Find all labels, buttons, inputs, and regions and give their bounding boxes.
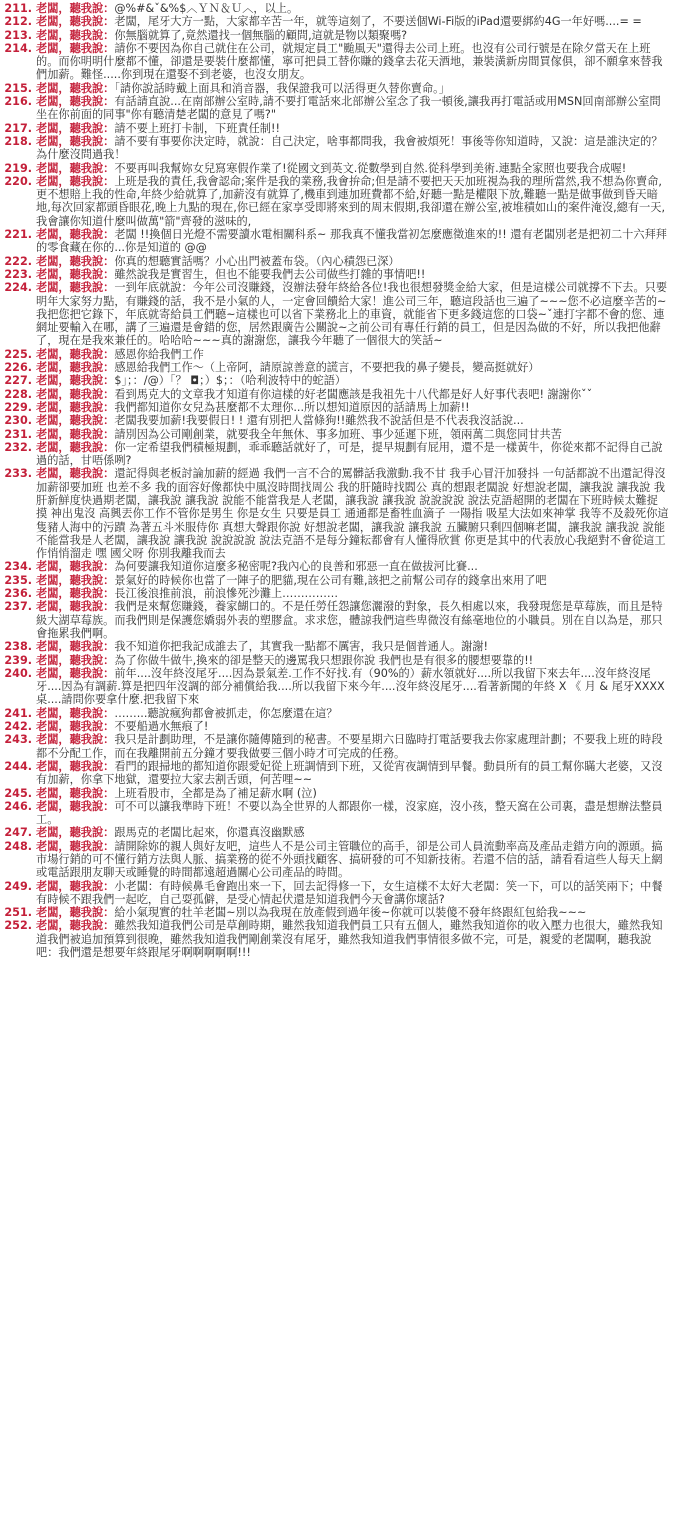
entry-number: 213.: [4, 28, 32, 42]
entry-text: 看門的跟掃地的都知道你跟愛妃從上班調情到下班，又從宵夜調情到早餐。動員所有的員工幫你瞞大老婆，又沒有加薪，你拿下地獄，還要拉大家去割舌頭，何苦哩~~: [36, 759, 663, 787]
entry-text: 長江後浪推前浪，前浪慘死沙灘上……………: [114, 587, 339, 601]
list-item: [2, 95, 669, 122]
entry-number: 240.: [4, 666, 32, 680]
entry-number: 243.: [4, 733, 32, 747]
entry-speaker-label: 老闆，聽我說：: [36, 720, 115, 734]
entry-speaker-label: 老闆，聽我說：: [36, 573, 115, 587]
list-item: [2, 401, 669, 414]
entry-speaker-label: 老闆，聽我說：: [36, 799, 115, 813]
entry-speaker-label: 老闆，聽我說：: [36, 666, 115, 680]
entry-text: 老闆我要加薪!我要假日! ! 還有別把人當條狗!!雖然我不說話但是不代表我沒話說...: [114, 414, 524, 428]
list-item: [2, 2, 669, 15]
entry-number: 222.: [4, 254, 32, 268]
entry-speaker-label: 老闆，聽我說：: [36, 839, 115, 853]
entry-number: 214.: [4, 41, 32, 55]
entry-speaker-label: 老闆，聽我說：: [36, 347, 115, 361]
list-item: [2, 919, 669, 959]
entry-number: 237.: [4, 600, 32, 614]
entry-number: 233.: [4, 467, 32, 481]
entry-number: 244.: [4, 759, 32, 773]
list-item: [2, 654, 669, 667]
entry-text: $」；：/@）「？ ◘；）$；：（哈利波特中的蛇語）: [114, 374, 347, 388]
entry-number: 236.: [4, 587, 32, 601]
entry-speaker-label: 老闆，聽我說：: [36, 121, 115, 135]
entry-text: 老闆，尾牙大方一點，大家都辛苦一年，就等這刻了，不要送個Wi-Fi版的iPad還要綁約4G一年好嗎....= =: [114, 15, 642, 29]
entry-text: 請不要上班打卡制，下班責任制!!: [114, 121, 280, 135]
list-item: [2, 268, 669, 281]
entry-speaker-label: 老闆，聽我說：: [36, 733, 115, 747]
list-item: [2, 42, 669, 82]
entry-speaker-label: 老闆，聽我說：: [36, 41, 115, 55]
list-item: [2, 228, 669, 255]
entry-text: 為了你做牛做牛,換來的卻是整天的邊罵我只想跟你說 我們也是有很多的腰想要靠的!!: [114, 653, 534, 667]
entry-number: 220.: [4, 174, 32, 188]
list-item: [2, 560, 669, 573]
list-item: [2, 175, 669, 228]
entry-text: ……...聽說瘋狗都會被抓走，你怎麼還在這？: [114, 706, 338, 720]
entry-text: 你一定希望我們積極規劃，乖乖聽話就好了，可是，提早規劃有屁用，還不是一樣黃牛，你從來都不記得自己說過的話，甘唔係咧?: [36, 440, 663, 468]
list-item: [2, 733, 669, 760]
entry-number: 217.: [4, 121, 32, 135]
entry-number: 212.: [4, 15, 32, 29]
entry-speaker-label: 老闆，聽我說：: [36, 919, 115, 933]
entry-text: 感恩你給我們工作: [114, 347, 204, 361]
entry-text: 你無腦就算了,竟然還找一個無腦的顧問,這就是物以類聚嗎?: [114, 28, 408, 42]
entry-text: 請別因為公司剛創業，就要我全年無休、事多加班、事少延遲下班，領兩萬二與您同甘共苦: [114, 427, 562, 441]
list-item: [2, 374, 669, 387]
entry-number: 227.: [4, 374, 32, 388]
entry-text: 請你不要因為你自己就住在公司，就規定員工"颱風天"還得去公司上班。也沒有公司行號是在除夕當天在上班的。而你明明什麼都不懂，卻還是要裝什麼都懂，寧可把員工替你賺的錢拿去花天酒地，兼裝潢新房間買傢俱，卻不願拿來替我們加薪。難怪.....你到現在還娶不到老婆，也沒女朋友。: [36, 41, 663, 82]
list-item: [2, 467, 669, 560]
entry-speaker-label: 老闆，聽我說：: [36, 81, 115, 95]
list-item: [2, 82, 669, 95]
entry-speaker-label: 老闆，聽我說：: [36, 653, 115, 667]
entry-number: 229.: [4, 400, 32, 414]
entry-text: 小老闆：有時候鼻毛會跑出來一下，回去記得修一下，女生這樣不太好大老闆：笑一下，可以的話笑兩下；中餐有時候不跟我們一起吃，自己耍孤僻，是受心情起伏還是知道我們今天會講你壞話?: [36, 879, 663, 906]
list-item: [2, 826, 669, 839]
entry-text: 「請你說話時戴上面具和消音器，我保證我可以活得更久替你賣命。」: [114, 81, 450, 95]
entry-speaker-label: 老闆，聽我說：: [36, 414, 115, 428]
entry-speaker-label: 老闆，聽我說：: [36, 374, 115, 388]
list-item: [2, 720, 669, 733]
entry-number: 249.: [4, 879, 32, 893]
entry-speaker-label: 老闆，聽我說：: [36, 587, 115, 601]
entry-speaker-label: 老闆，聽我說：: [36, 15, 115, 29]
entry-number: 230.: [4, 414, 32, 428]
entry-text: 我不知道你把我記成誰去了，其實我一點都不厲害，我只是個普通人。謝謝!: [114, 640, 489, 654]
list-item: [2, 348, 669, 361]
entry-number: 225.: [4, 347, 32, 361]
list-item: [2, 162, 669, 175]
list-item: [2, 574, 669, 587]
list-item: [2, 281, 669, 347]
list-item: [2, 29, 669, 42]
entry-text: 不要再叫我幫妳女兒寫寒假作業了!從國文到英文.從數學到自然.從科學到美術.連點全家照也要我合成喔!: [114, 161, 627, 175]
entry-speaker-label: 老闆，聽我說：: [36, 400, 115, 414]
entry-speaker-label: 老闆，聽我說：: [36, 161, 115, 175]
entry-number: 235.: [4, 573, 32, 587]
entry-speaker-label: 老闆，聽我說：: [36, 95, 115, 109]
entry-text: 上班是我的責任,我會認命;案件是我的業務,我會拚命;但是請不要把天天加班視為我的理所當然,我不想為你賣命,更不想賠上我的性命,年終少給就算了,加薪沒有就算了,機車到連加班費都不給,好聽一點是權限下放,難聽一點是做事做到昏天暗地,每次回家都頭昏眼花,晚上九點的現在,你已經在家享受即將來到的周末假期,我卻還在辦公室,被堆積如山的案件淹沒,總有一天,我會讓你知道什麼叫做萬"箭"齊發的滋味的,: [36, 174, 666, 228]
entry-speaker-label: 老闆，聽我說：: [36, 228, 115, 242]
entry-number: 221.: [4, 228, 32, 242]
entry-number: 232.: [4, 440, 32, 454]
entry-text: 上班看股市，全都是為了補足薪水啊 (泣): [114, 786, 317, 800]
list-item: [2, 135, 669, 162]
entry-text: 前年....沒年終沒尾牙....因為景氣差.工作不好找.有（90%的）薪水領就好....所以我留下來去年....沒年終沒尾牙....因為有調薪.算是把四年沒調的部分補償給我....所以我留下來今年....沒年終沒尾牙....看著新聞的年終 X 《 月 & 尾牙XXXX桌....請問你要拿什麼.把我留下來: [36, 666, 665, 707]
entry-speaker-label: 老闆，聽我說：: [36, 281, 115, 295]
entry-number: 239.: [4, 653, 32, 667]
list-item: [2, 361, 669, 374]
entry-speaker-label: 老闆，聽我說：: [36, 440, 115, 454]
entry-speaker-label: 老闆，聽我說：: [36, 387, 115, 401]
entry-number: 234.: [4, 560, 32, 574]
entry-text: 一到年底就說：今年公司沒賺錢，沒辦法發年終給各位!我也很想發獎金給大家，但是這樣公司就撐不下去。只要明年大家努力點，有賺錢的話，我不是小氣的人，一定會回饋給大家！進公司三年，聽這段話也三遍了~~~您不必這麼辛苦的~我把您把它錄下，年底就寄給員工們聽~這樣也可以省下業務北上的車資，就能省下更多錢這您的口袋~ˇ連打字都不會的您、連網址要輸入在哪，講了三遍還是會錯的您，居然跟廣告公關說~之前公司有專任行銷的員工，但是因為做的不好，所以我把他辭了，現在是我來兼任的。哈哈哈~~~真的謝謝您，讓我今年聽了一個很大的笑話~: [36, 281, 668, 348]
list-item: [2, 15, 669, 28]
entry-speaker-label: 老闆，聽我說：: [36, 826, 115, 840]
entry-speaker-label: 老闆，聽我說：: [36, 600, 115, 614]
entry-number: 238.: [4, 640, 32, 654]
list-item: [2, 906, 669, 919]
list-item: [2, 760, 669, 787]
entry-number: 216.: [4, 95, 32, 109]
entry-text: 你真的想聽實話嗎？小心出門被蓋布袋。（內心積怨已深）: [114, 254, 400, 268]
list-item: [2, 667, 669, 707]
entry-number: 224.: [4, 281, 32, 295]
entry-number: 228.: [4, 387, 32, 401]
entry-speaker-label: 老闆，聽我說：: [36, 361, 115, 375]
entry-text: 我們是來幫您賺錢，養家餬口的。不是任勞任怨讓您灑潑的對象，長久相處以來，我發現您是草莓族，而且是特級大湖草莓族。而我們則是保護您嬌弱外表的塑膠盒。求求您，體諒我們這些卑微沒有絲毫地位的小職員。別在自以為是，那只會拖累我們啊。: [36, 600, 663, 640]
entry-text: 有話請直說...在南部辦公室時,請不要打電話來北部辦公室念了我一頓後,讓我再打電話或用MSN回南部辦公室問坐在你前面的同事"你有聽清楚老闆的意見了嗎?": [36, 95, 661, 122]
list-item: [2, 122, 669, 135]
entry-text: 景氣好的時候你也當了一陣子的肥貓,現在公司有難,該把之前幫公司存的錢拿出來用了吧: [114, 573, 547, 587]
entry-text: 雖然說我是實習生，但也不能要我們去公司做些打雜的事情吧!!: [114, 267, 426, 281]
list-item: [2, 800, 669, 827]
entry-text: @%#&ˇ&%$︿ＹＮ＆Ｕ︿，以上。: [114, 2, 299, 15]
entry-number: 223.: [4, 267, 32, 281]
entry-text: 看到馬克大的文章我才知道有你這樣的好老闆應該是我祖先十八代都是好人好事代表吧! 謝謝你ˇˇ: [114, 387, 593, 401]
entry-speaker-label: 老闆，聽我說：: [36, 174, 115, 188]
entry-number: 215.: [4, 81, 32, 95]
entry-number: 218.: [4, 134, 32, 148]
entry-text: 不要船過水無痕了!: [114, 720, 209, 734]
entry-speaker-label: 老闆，聽我說：: [36, 640, 115, 654]
list-item: [2, 840, 669, 880]
entry-text: 跟馬克的老闆比起來，你還真沒幽默感: [114, 826, 305, 840]
entry-speaker-label: 老闆，聽我說：: [36, 706, 115, 720]
entry-speaker-label: 老闆，聽我說：: [36, 467, 115, 481]
list-item: [2, 640, 669, 653]
entry-speaker-label: 老闆，聽我說：: [36, 879, 115, 893]
entry-text: 雖然我知道我們公司是草創時期，雖然我知道我們員工只有五個人，雖然我知道你的收入壓力也很大，雖然我知道我們被追加預算到很晚，雖然我知道我們剛創業沒有尾牙，雖然我知道我們事情很多做不完，可是，親愛的老闆啊，聽我說吧：我們還是想要年終跟尾牙啊啊啊啊啊!!!: [36, 919, 663, 960]
entry-text: 我只是計劃助理，不是讓你隨傳隨到的秘書。不要星期六日臨時打電話要我去你家處理計劃；不要我上班的時段都不分配工作，而在我離開前五分鐘才要我做要三個小時才可完成的任務。: [36, 733, 663, 760]
entry-number: 248.: [4, 839, 32, 853]
entry-speaker-label: 老闆，聽我說：: [36, 759, 115, 773]
entry-speaker-label: 老闆，聽我說：: [36, 906, 115, 920]
entry-number: 242.: [4, 720, 32, 734]
list-item: [2, 441, 669, 468]
entry-number: 245.: [4, 786, 32, 800]
list-item: [2, 388, 669, 401]
entry-text: 為何要讓我知道你這麼多秘密呢?我內心的良善和邪惡一直在做拔河比賽...: [114, 560, 478, 574]
entry-number: 241.: [4, 706, 32, 720]
list-item: [2, 587, 669, 600]
entry-speaker-label: 老闆，聽我說：: [36, 28, 115, 42]
entry-speaker-label: 老闆，聽我說：: [36, 267, 115, 281]
entry-text: 我們都知道你女兒為甚麼都不太理你...所以想知道原因的話請馬上加薪!!: [114, 400, 470, 414]
entry-text: 老闆 !!換個日光燈不需要讀水電相關科系~ 那我真不懂我當初怎麼應徵進來的!! 還有老闆別老是把初二十六拜拜的零食藏在你的...你是知道的 @@: [36, 228, 667, 255]
entry-number: 219.: [4, 161, 32, 175]
entry-number: 247.: [4, 826, 32, 840]
entry-speaker-label: 老闆，聽我說：: [36, 134, 115, 148]
entry-speaker-label: 老闆，聽我說：: [36, 2, 115, 15]
entry-number: 251.: [4, 906, 32, 920]
list-item: [2, 707, 669, 720]
list-item: [2, 255, 669, 268]
entry-number: 252.: [4, 919, 32, 933]
list-item: [2, 414, 669, 427]
entry-speaker-label: 老闆，聽我說：: [36, 560, 115, 574]
entry-speaker-label: 老闆，聽我說：: [36, 254, 115, 268]
entry-text: 請不要有事要你決定時，就說：自己決定，啥事都問我，我會被煩死！事後等你知道時，又說：這是誰決定的？為什麼沒問過我！: [36, 134, 663, 162]
entry-number: 211.: [4, 2, 32, 15]
list-item: [2, 600, 669, 640]
entry-text: 感恩給我們工作～（上帝阿，請原諒善意的謊言，不要把我的鼻子變長，變高挺就好）: [114, 361, 540, 375]
entry-text: 請開除妳的親人與好友吧，這些人不是公司主管職位的高手，卻是公司人員流動率高及產品走錯方向的源頭。搞市場行銷的可不懂行銷方法與人脈、搞業務的從不外頭找顧客、搞研發的可不知新技術。若還不信的話，請看看這些人每天上網或電話跟朋友聊天或睡覺的時間都遠超過關心公司產品的時間。: [36, 839, 663, 880]
entry-text: 給小氣現實的牡羊老闆~別以為我現在放產假到過年後~你就可以裝傻不發年終跟紅包給我~~~: [114, 906, 587, 920]
entry-speaker-label: 老闆，聽我說：: [36, 786, 115, 800]
entry-number: 226.: [4, 361, 32, 375]
entry-text: 可不可以讓我準時下班！不要以為全世界的人都跟你一樣，沒家庭，沒小孩，整天窩在公司裏，盡是想辦法整員工。: [36, 799, 663, 827]
entry-number: 246.: [4, 799, 32, 813]
list-item: [2, 428, 669, 441]
list-item: [2, 880, 669, 907]
list-item: [2, 787, 669, 800]
entry-speaker-label: 老闆，聽我說：: [36, 427, 115, 441]
entry-number: 231.: [4, 427, 32, 441]
entry-text: 還記得與老板討論加薪的經過 我們一言不合的罵髒話我激動.我不甘 我手心冒汗加發抖 一句話都說不出還記得沒加薪卻要加班 也差不多 我的面容好像都快中風沒時間找周公 我的肝隨時找閻公 真的想跟老闆說 好想說老闆，讓我說 讓我說 我肝新鮮度快過期老闆，讓我說 讓我說 說能不能當我是人老闆，讓我說 讓我說 說說說說 說法克語超開的老闆在下班時候太難捉摸 神出鬼沒 高興丟你工作不管你是男生 你是女生 只要是員工 通通都是畜牲血滴子 一陽指 吸星大法如來神掌 我等不及殺死你這隻豬人海中的污蹟 為著五斗米服侍你 真想大聲跟你說 好想說老闆，讓我說 讓我說 五臟腑只剩四個嘛老闆，讓我說 讓我說 說能不能當我是人老闆，讓我說 讓我說 說說說說 說法克語不是每分鐘耘都會有人懂得欣賞 你更是其中的代表放心我絕對不會從這工作悄悄溜走 嘿 國父呀 你別我離我而去: [36, 467, 669, 561]
